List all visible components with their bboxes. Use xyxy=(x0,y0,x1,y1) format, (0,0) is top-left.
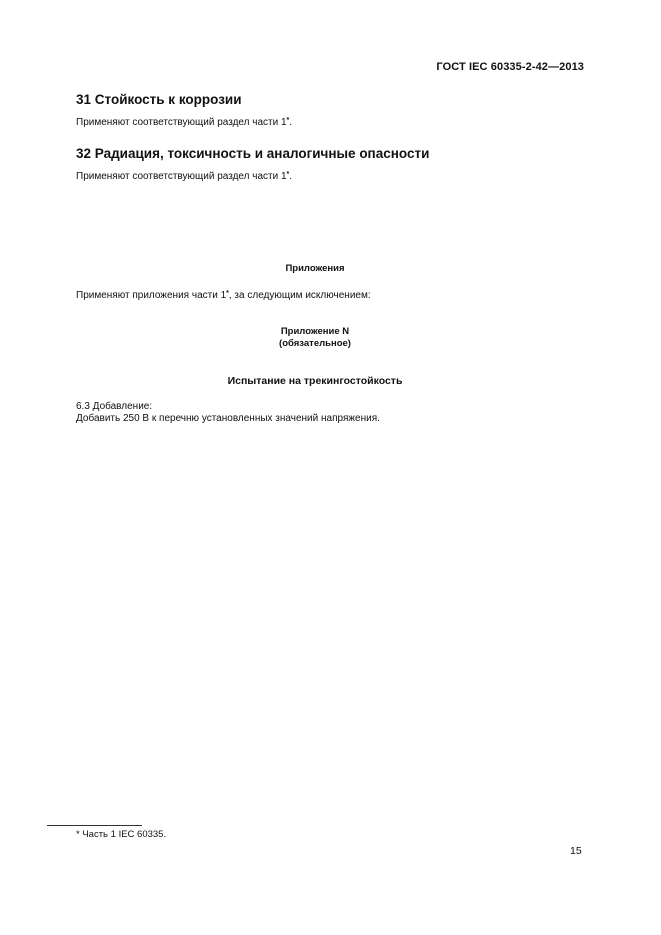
section-31-text-end: . xyxy=(289,117,293,128)
appendices-text-after: , за следующим исключением: xyxy=(228,290,371,301)
clause-6-3-text: Добавить 250 В к перечню установленных значений напряжения. xyxy=(76,413,380,424)
footnote-divider xyxy=(47,825,142,826)
page-number: 15 xyxy=(570,845,582,857)
section-32-text xyxy=(76,171,292,183)
appendix-n-title: Приложение N xyxy=(280,326,350,337)
appendices-text-before: Применяют приложения части 1 xyxy=(76,290,227,301)
document-code: ГОСТ IEC 60335-2-42—2013 xyxy=(436,61,584,73)
section-31-heading: 31 Стойкость к коррозии xyxy=(76,92,242,107)
appendices-text xyxy=(76,290,371,302)
section-32-text-body: Применяют соответствующий раздел части 1 xyxy=(76,171,287,182)
appendix-n-subtitle: Испытание на трекингостойкость xyxy=(227,375,403,387)
section-32-text-end: . xyxy=(289,171,293,182)
clause-6-3-label: 6.3 Добавление: xyxy=(76,401,153,412)
footnote-marker: * xyxy=(226,290,229,297)
section-31-text-body: Применяют соответствующий раздел части 1 xyxy=(76,117,287,128)
footnote-text: * Часть 1 IEC 60335. xyxy=(76,829,167,840)
footnote-marker: * xyxy=(286,117,290,124)
appendix-n-status: (обязательное) xyxy=(279,338,351,349)
section-31-text xyxy=(76,117,292,129)
section-32-heading: 32 Радиация, токсичность и аналогичные опасности xyxy=(76,146,430,161)
appendices-title: Приложения xyxy=(285,263,345,274)
footnote-marker: * xyxy=(286,171,290,178)
